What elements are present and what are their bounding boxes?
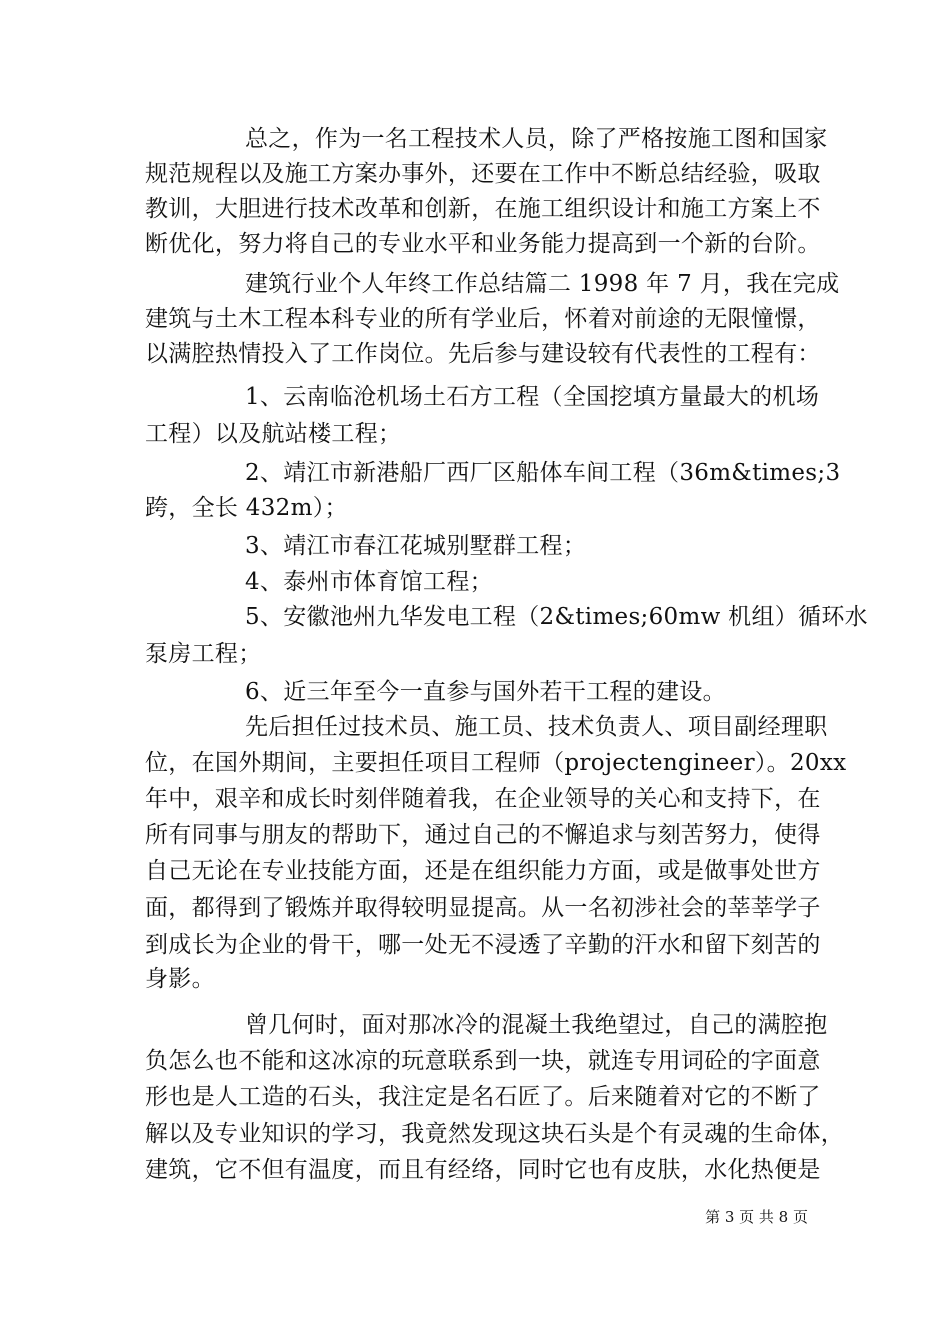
text-line: 3、靖江市春江花城别墅群工程； — [245, 533, 587, 559]
text-line: 解以及专业知识的学习，我竟然发现这块石头是个有灵魂的生命体， — [145, 1121, 844, 1147]
text-line: 形也是人工造的石头，我注定是名石匠了。后来随着对它的不断了 — [145, 1084, 821, 1110]
text-line: 5、安徽池州九华发电工程（2&times;60mw 机组）循环水 — [245, 604, 868, 630]
text-line: 身影。 — [145, 966, 215, 992]
text-line: 4、泰州市体育馆工程； — [245, 569, 493, 595]
text-line: 年中，艰辛和成长时刻伴随着我，在企业领导的关心和支持下，在 — [145, 786, 821, 812]
text-line: 曾几何时，面对那冰冷的混凝土我绝望过，自己的满腔抱 — [245, 1012, 828, 1038]
text-line: 先后担任过技术员、施工员、技术负责人、项目副经理职 — [245, 714, 828, 740]
text-line: 2、靖江市新港船厂西厂区船体车间工程（36m&times;3 — [245, 460, 841, 486]
page-number: 第 3 页 共 8 页 — [705, 1208, 808, 1226]
text-line: 6、近三年至今一直参与国外若干工程的建设。 — [245, 679, 726, 705]
text-line: 负怎么也不能和这冰凉的玩意联系到一块，就连专用词砼的字面意 — [145, 1048, 821, 1074]
text-line: 所有同事与朋友的帮助下，通过自己的不懈追求与刻苦努力，使得 — [145, 822, 821, 848]
text-line: 1、云南临沧机场土石方工程（全国挖填方量最大的机场 — [245, 384, 820, 410]
text-line: 面，都得到了锻炼并取得较明显提高。从一名初涉社会的莘莘学子 — [145, 895, 821, 921]
text-line: 到成长为企业的骨干，哪一处无不浸透了辛勤的汗水和留下刻苦的 — [145, 932, 821, 958]
text-line: 跨，全长 432m）； — [145, 495, 348, 521]
text-line: 规范规程以及施工方案办事外，还要在工作中不断总结经验，吸取 — [145, 161, 821, 187]
text-line: 工程）以及航站楼工程； — [145, 421, 402, 447]
text-line: 断优化，努力将自己的专业水平和业务能力提高到一个新的台阶。 — [145, 231, 821, 257]
text-line: 建筑，它不但有温度，而且有经络，同时它也有皮肤，水化热便是 — [145, 1157, 821, 1183]
text-line: 建筑与土木工程本科专业的所有学业后，怀着对前途的无限憧憬， — [145, 306, 821, 332]
text-line: 教训，大胆进行技术改革和创新，在施工组织设计和施工方案上不 — [145, 196, 821, 222]
text-line: 以满腔热情投入了工作岗位。先后参与建设较有代表性的工程有： — [145, 341, 821, 367]
text-line: 总之，作为一名工程技术人员，除了严格按施工图和国家 — [245, 126, 828, 152]
text-line: 自己无论在专业技能方面，还是在组织能力方面，或是做事处世方 — [145, 858, 821, 884]
text-line: 建筑行业个人年终工作总结篇二 1998 年 7 月，我在完成 — [245, 271, 840, 297]
text-line: 泵房工程； — [145, 641, 262, 667]
text-line: 位，在国外期间，主要担任项目工程师（projectengineer）。20xx — [145, 750, 847, 776]
